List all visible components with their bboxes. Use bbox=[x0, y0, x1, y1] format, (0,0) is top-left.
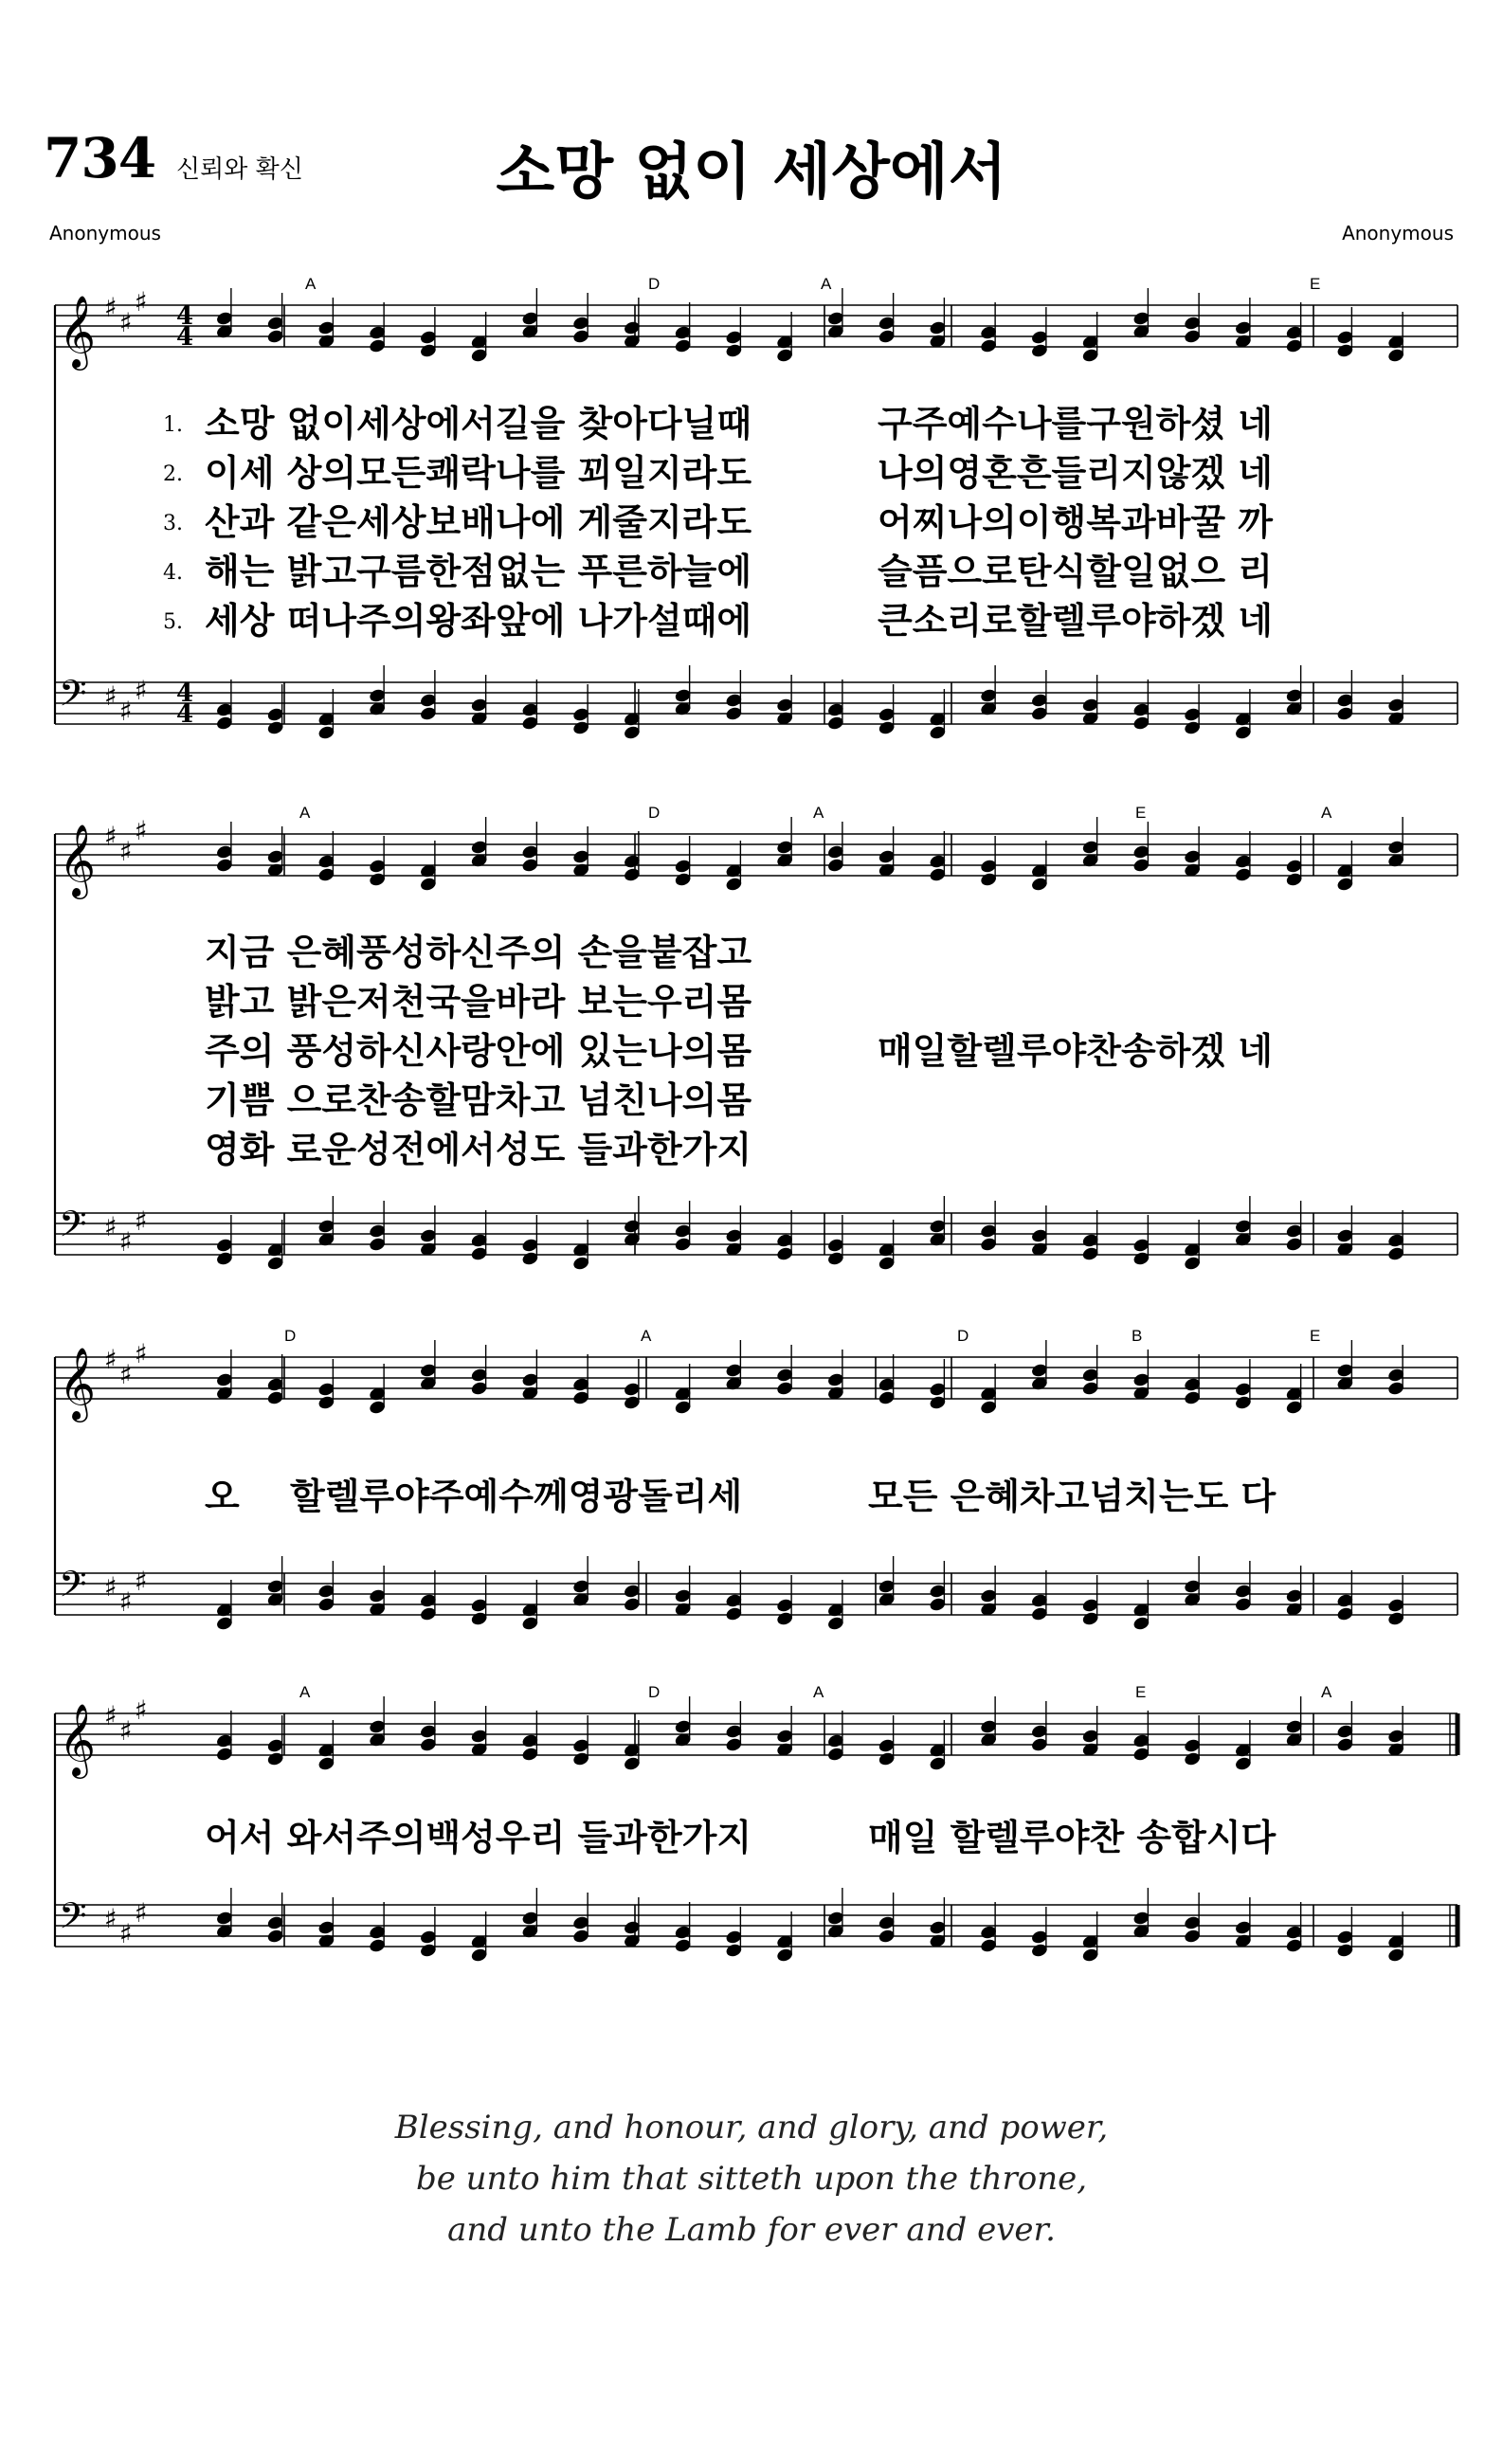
lyric-line: 어찌나의이행복과바꿀 까 bbox=[878, 501, 1274, 543]
lyric-line: 슬픔으로탄식할일없으 리 bbox=[878, 551, 1274, 592]
lyricist-credit: Anonymous bbox=[49, 222, 161, 245]
time-signature: 4 bbox=[176, 323, 194, 352]
bass-clef-icon: 𝄢 bbox=[59, 1563, 87, 1614]
lyric-line: 이세 상의모든쾌락나를 꾀일지라도 bbox=[205, 452, 752, 494]
hymn-title: 소망 없이 세상에서 bbox=[496, 137, 1007, 208]
treble-clef-icon: 𝄞 bbox=[59, 295, 97, 368]
sharp-icon: ♯ bbox=[104, 821, 118, 852]
chord-label: A bbox=[813, 804, 824, 822]
quote-line: Blessing, and honour, and glory, and power, bbox=[394, 2109, 1109, 2147]
lyric-line: 기쁨 으로찬송할맘차고 넘친나의몸 bbox=[205, 1079, 752, 1121]
lyric-line: 매일할렐루야찬송하겠 네 bbox=[878, 1030, 1274, 1072]
sharp-icon: ♯ bbox=[135, 675, 148, 706]
chord-label: A bbox=[305, 275, 317, 293]
chord-label: A bbox=[641, 1327, 652, 1345]
lyric-line: 구주예수나를구원하셨 네 bbox=[878, 403, 1274, 444]
quote-line: and unto the Lamb for ever and ever. bbox=[447, 2211, 1056, 2249]
verse-number: 3. bbox=[163, 512, 183, 535]
sharp-icon: ♯ bbox=[119, 307, 133, 338]
chord-label: A bbox=[1321, 1683, 1332, 1701]
sharp-icon: ♯ bbox=[135, 1566, 148, 1597]
lyric-line: 세상 떠나주의왕좌앞에 나가설때에 bbox=[205, 600, 752, 642]
lyric-line: 주의 풍성하신사랑안에 있는나의몸 bbox=[205, 1030, 752, 1072]
lyric-line: 소망 없이세상에서길을 찾아다닐때 bbox=[205, 403, 752, 444]
chord-label: A bbox=[299, 804, 311, 822]
time-signature: 4 bbox=[176, 700, 194, 729]
chord-label: D bbox=[648, 1683, 661, 1701]
lyric-line: 매일 할렐루야찬 송합시다 bbox=[868, 1817, 1277, 1858]
lyric-line: 영화 로운성전에서성도 들과한가지 bbox=[205, 1129, 752, 1170]
hymn-category: 신뢰와 확신 bbox=[176, 155, 303, 184]
sharp-icon: ♯ bbox=[104, 1903, 118, 1934]
lyric-line: 나의영혼흔들리지않겠 네 bbox=[878, 452, 1274, 494]
verse-number: 4. bbox=[163, 561, 183, 585]
chord-label: D bbox=[648, 804, 661, 822]
composer-credit: Anonymous bbox=[1342, 222, 1454, 245]
sharp-icon: ♯ bbox=[104, 1211, 118, 1242]
treble-clef-icon: 𝄞 bbox=[59, 824, 97, 897]
treble-clef-icon: 𝄞 bbox=[59, 1347, 97, 1420]
sharp-icon: ♯ bbox=[119, 1715, 133, 1747]
lyric-line: 모든 은혜차고넘치는도 다 bbox=[868, 1476, 1277, 1517]
sharp-icon: ♯ bbox=[104, 1571, 118, 1603]
bass-clef-icon: 𝄢 bbox=[59, 672, 87, 723]
time-signature: 4 bbox=[176, 679, 194, 708]
scripture-quote bbox=[0, 2102, 1503, 2256]
sharp-icon: ♯ bbox=[135, 1694, 148, 1726]
sharp-icon: ♯ bbox=[119, 1226, 133, 1258]
sharp-icon: ♯ bbox=[104, 1700, 118, 1731]
lyric-line: 지금 은혜풍성하신주의 손을붙잡고 bbox=[205, 932, 752, 973]
chord-label: D bbox=[648, 275, 661, 293]
verse-number: 1. bbox=[163, 413, 183, 437]
sharp-icon: ♯ bbox=[104, 292, 118, 323]
chord-label: E bbox=[1310, 1327, 1321, 1345]
chord-label: D bbox=[284, 1327, 297, 1345]
sharp-icon: ♯ bbox=[119, 836, 133, 867]
time-signature: 4 bbox=[176, 302, 194, 331]
lyric-line: 산과 같은세상보배나에 게줄지라도 bbox=[205, 501, 752, 543]
chord-label: A bbox=[299, 1683, 311, 1701]
sharp-icon: ♯ bbox=[104, 680, 118, 712]
chord-label: A bbox=[1321, 804, 1332, 822]
chord-label: A bbox=[821, 275, 832, 293]
sharp-icon: ♯ bbox=[119, 1359, 133, 1390]
sharp-icon: ♯ bbox=[119, 1586, 133, 1618]
lyric-line: 밝고 밝은저천국을바라 보는우리몸 bbox=[205, 981, 752, 1023]
lyric-line: 큰소리로할렐루야하겠 네 bbox=[878, 600, 1274, 642]
sharp-icon: ♯ bbox=[135, 286, 148, 317]
quote-line: be unto him that sitteth upon the throne, bbox=[415, 2160, 1088, 2198]
chord-label: D bbox=[957, 1327, 969, 1345]
sharp-icon: ♯ bbox=[135, 1338, 148, 1369]
sharp-icon: ♯ bbox=[135, 1897, 148, 1929]
chord-label: E bbox=[1310, 275, 1321, 293]
bass-clef-icon: 𝄢 bbox=[59, 1203, 87, 1254]
sharp-icon: ♯ bbox=[135, 815, 148, 846]
chord-label: A bbox=[813, 1683, 824, 1701]
verse-number: 2. bbox=[163, 462, 183, 486]
sharp-icon: ♯ bbox=[119, 696, 133, 727]
lyric-line: 해는 밝고구름한점없는 푸른하늘에 bbox=[205, 551, 752, 592]
hymn-number: 734 bbox=[44, 126, 156, 190]
sharp-icon: ♯ bbox=[119, 1918, 133, 1949]
lyric-line: 오 bbox=[205, 1476, 240, 1517]
treble-clef-icon: 𝄞 bbox=[59, 1703, 97, 1776]
chord-label: E bbox=[1135, 804, 1147, 822]
bass-clef-icon: 𝄢 bbox=[59, 1894, 87, 1946]
lyric-line: 어서 와서주의백성우리 들과한가지 bbox=[205, 1817, 752, 1858]
verse-number: 5. bbox=[163, 610, 183, 634]
sharp-icon: ♯ bbox=[104, 1344, 118, 1375]
sharp-icon: ♯ bbox=[135, 1205, 148, 1237]
lyric-line: 할렐루야주예수께영광돌리세 bbox=[290, 1476, 743, 1517]
chord-label: B bbox=[1132, 1327, 1143, 1345]
chord-label: E bbox=[1135, 1683, 1147, 1701]
